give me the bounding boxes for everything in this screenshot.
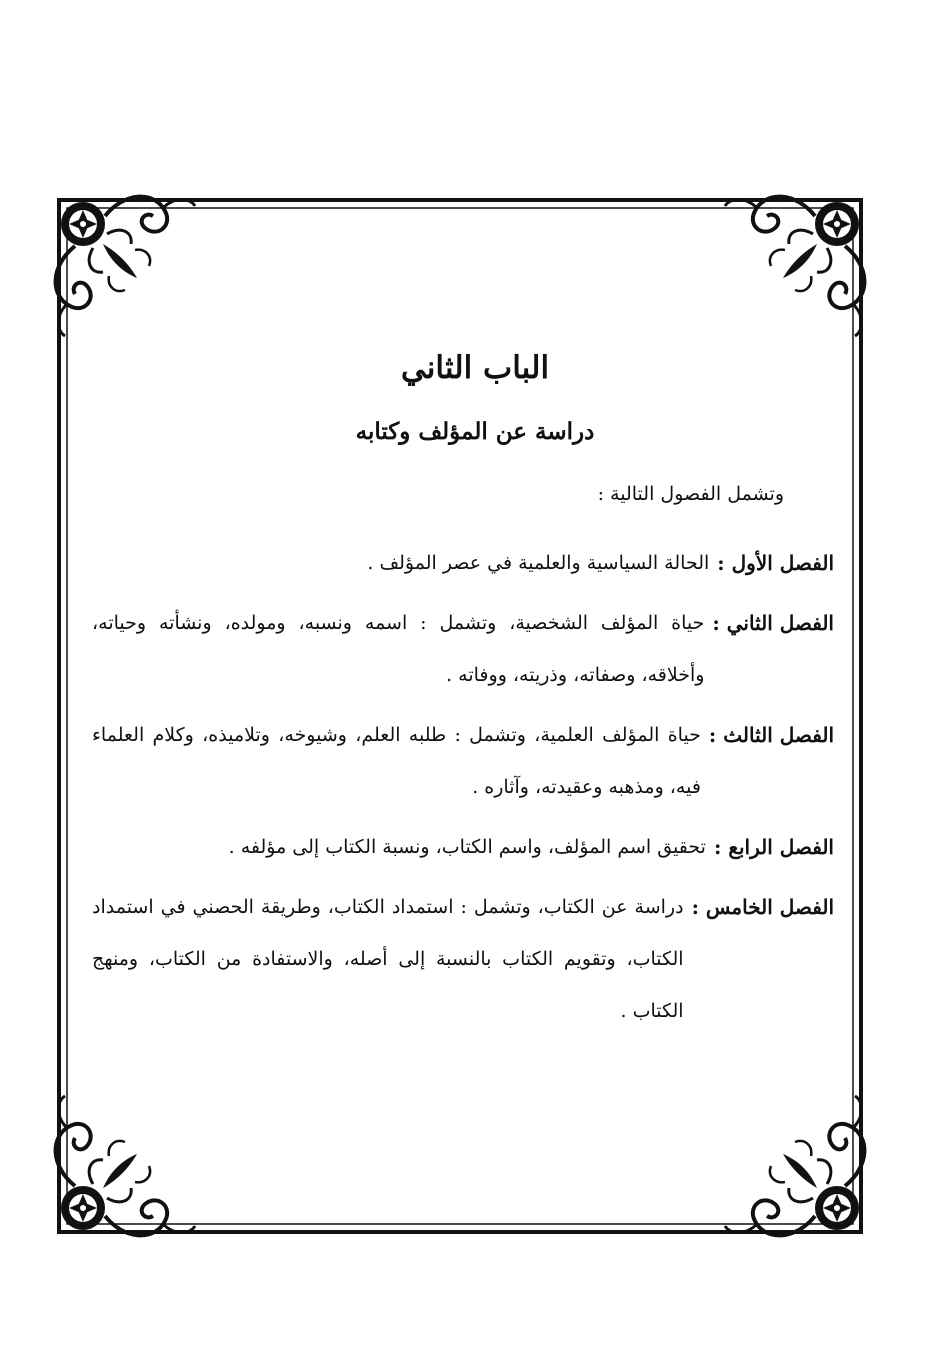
section-3	[92, 709, 834, 813]
section-label: الفصل الثالث :	[708, 723, 834, 747]
section-4	[92, 821, 834, 873]
section-label: الفصل الأول :	[717, 551, 834, 575]
chapter-subtitle: دراسة عن المؤلف وكتابه	[355, 418, 595, 445]
intro-text: وتشمل الفصول التالية :	[597, 483, 784, 505]
section-label: الفصل الرابع :	[713, 835, 834, 859]
section-1	[92, 537, 834, 589]
section-text: حياة المؤلف الشخصية، وتشمل : اسمه ونسبه، ومولده، ونشأته وحياته، وأخلاقه، وصفاته، وذريته، ووفاته .	[92, 612, 705, 686]
section-5	[92, 881, 834, 1037]
document-body	[92, 350, 834, 1045]
section-text: حياة المؤلف العلمية، وتشمل : طلبه العلم، وشيوخه، وتلاميذه، وكلام العلماء فيه، ومذهبه وعقيدته، وآثاره .	[92, 724, 701, 798]
section-text: دراسة عن الكتاب، وتشمل : استمداد الكتاب، وطريقة الحصني في استمداد الكتاب، وتقويم الكتاب بالنسبة إلى أصله، والاستفادة من الكتاب، ومنهج الكتاب .	[92, 896, 684, 1022]
section-2	[92, 597, 834, 701]
chapter-title: الباب الثاني	[400, 350, 550, 386]
section-label: الفصل الثاني :	[712, 611, 834, 635]
section-text: تحقيق اسم المؤلف، واسم الكتاب، ونسبة الكتاب إلى مؤلفه .	[228, 836, 706, 858]
section-label: الفصل الخامس :	[691, 895, 834, 919]
section-text: الحالة السياسية والعلمية في عصر المؤلف .	[367, 552, 710, 574]
